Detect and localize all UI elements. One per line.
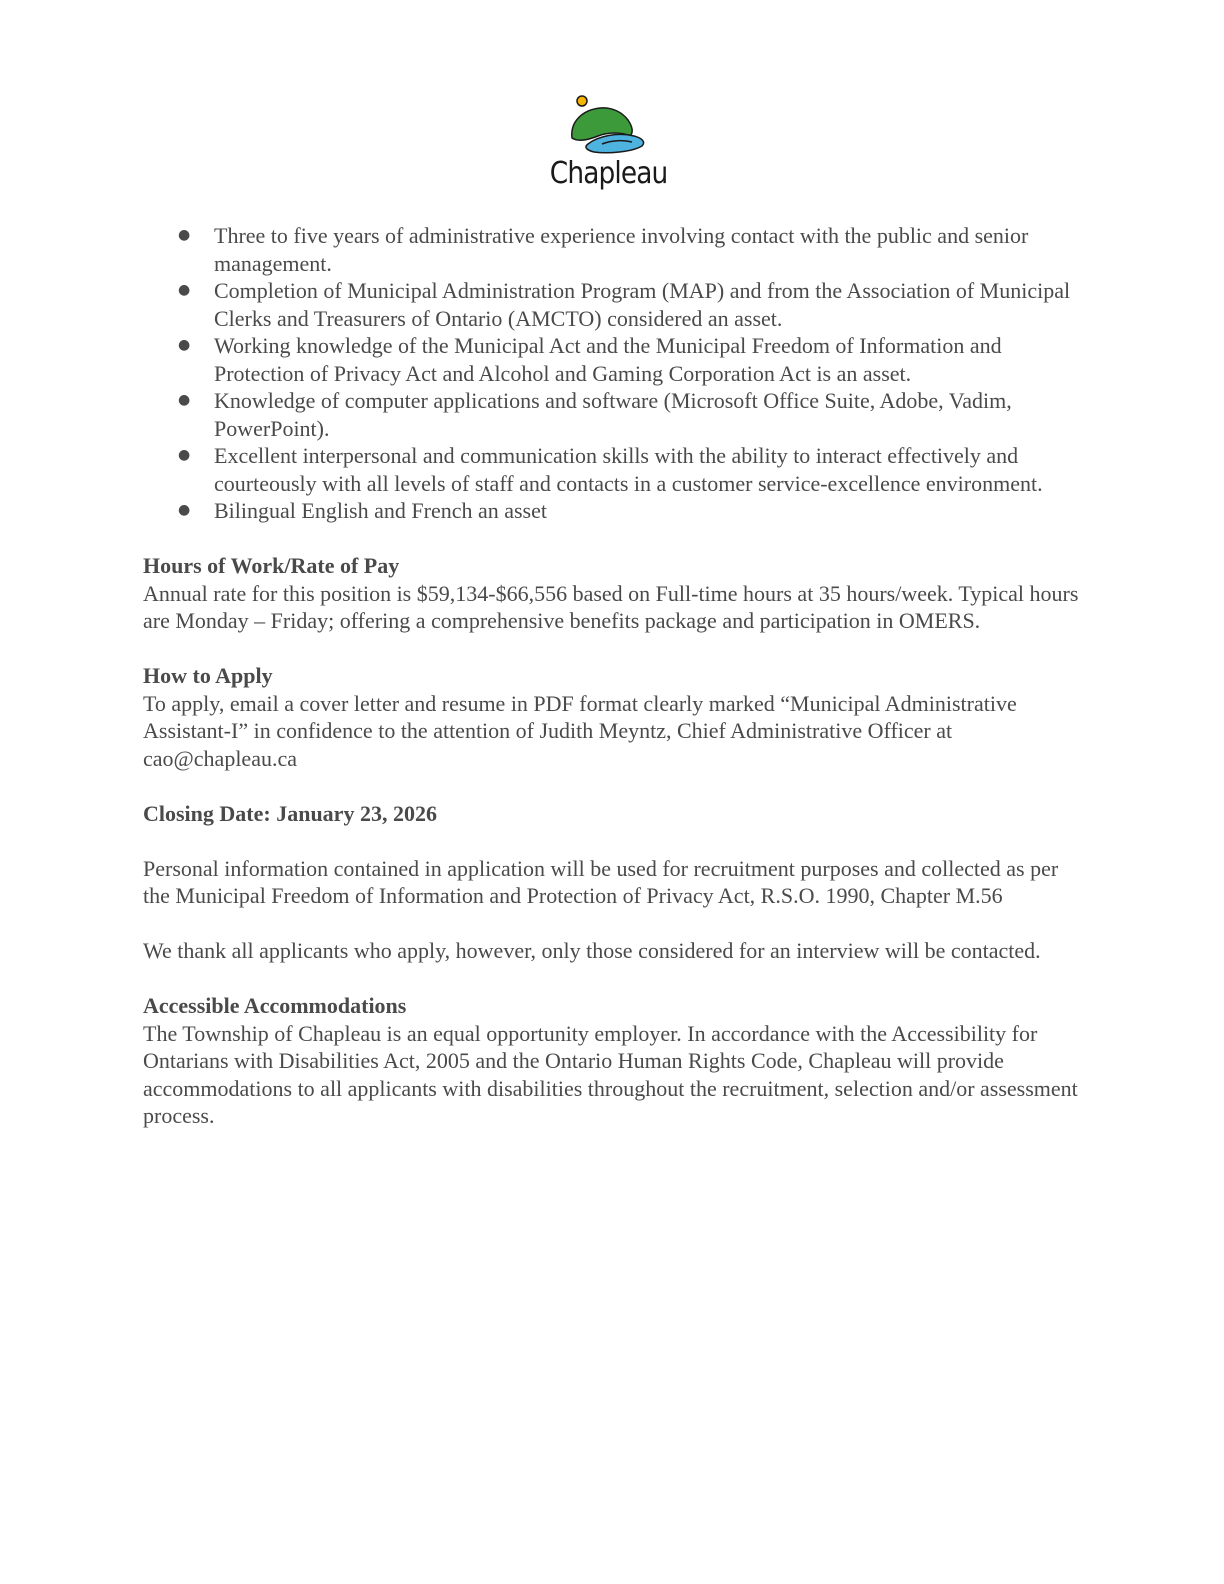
apply-heading: How to Apply bbox=[143, 663, 273, 688]
list-item bbox=[143, 497, 1083, 525]
closing-date: Closing Date: January 23, 2026 bbox=[143, 800, 437, 826]
list-item-text: Knowledge of computer applications and software (Microsoft Office Suite, Adobe, Vadim, PowerPoint). bbox=[214, 388, 1012, 441]
list-item-text: Completion of Municipal Administration Program (MAP) and from the Association of Municipal Clerks and Treasurers of Ontario (AMCTO) considered an asset. bbox=[214, 278, 1071, 331]
qualifications-list bbox=[143, 222, 1083, 525]
hours-body: Annual rate for this position is $59,134-$66,556 based on Full-time hours at 35 hours/week. Typical hours are Monday – Friday; offering a comprehensive benefits package and participation in OMERS. bbox=[143, 580, 1079, 633]
hours-heading: Hours of Work/Rate of Pay bbox=[143, 553, 400, 578]
list-item bbox=[143, 222, 1083, 277]
accessible-body: The Township of Chapleau is an equal opportunity employer. In accordance with the Accessibility for Ontarians with Disabilities Act, 2005 and the Ontario Human Rights Code, Chapleau will provide accommodations to all applicants with disabilities throughout the recruitment, selection and/or assessment process. bbox=[143, 1020, 1078, 1128]
chapleau-logo-icon bbox=[542, 92, 672, 162]
hours-section bbox=[143, 552, 1083, 635]
list-item bbox=[143, 442, 1083, 497]
thanks-notice: We thank all applicants who apply, however, only those considered for an interview will be contacted. bbox=[143, 938, 1041, 963]
bullet-icon: ● bbox=[178, 502, 191, 518]
apply-section bbox=[143, 662, 1083, 772]
list-item-text: Three to five years of administrative experience involving contact with the public and senior management. bbox=[214, 223, 1029, 276]
list-item-text: Excellent interpersonal and communication skills with the ability to interact effectively and courteously with all levels of staff and contacts in a customer service-excellence environment. bbox=[214, 443, 1043, 496]
accessible-heading: Accessible Accommodations bbox=[143, 993, 407, 1018]
bullet-icon: ● bbox=[178, 447, 191, 463]
chapleau-logo bbox=[542, 92, 672, 204]
list-item-text: Working knowledge of the Municipal Act and the Municipal Freedom of Information and Protection of Privacy Act and Alcohol and Gaming Corporation Act is an asset. bbox=[214, 333, 1002, 386]
logo-wordmark: Chapleau bbox=[549, 156, 668, 191]
privacy-notice: Personal information contained in application will be used for recruitment purposes and collected as per the Municipal Freedom of Information and Protection of Privacy Act, R.S.O. 1990, Chapter M.56 bbox=[143, 855, 1059, 908]
bullet-icon: ● bbox=[178, 227, 191, 243]
document-body bbox=[143, 222, 1083, 1130]
bullet-icon: ● bbox=[178, 337, 191, 353]
accessible-section bbox=[143, 992, 1083, 1130]
bullet-icon: ● bbox=[178, 392, 191, 408]
list-item bbox=[143, 332, 1083, 387]
bullet-icon: ● bbox=[178, 282, 191, 298]
apply-body: To apply, email a cover letter and resume in PDF format clearly marked “Municipal Administrative Assistant-I” in confidence to the attention of Judith Meyntz, Chief Administrative Officer at cao@chapleau.ca bbox=[143, 690, 1017, 771]
list-item-text: Bilingual English and French an asset bbox=[214, 498, 547, 523]
list-item bbox=[143, 277, 1083, 332]
list-item bbox=[143, 387, 1083, 442]
